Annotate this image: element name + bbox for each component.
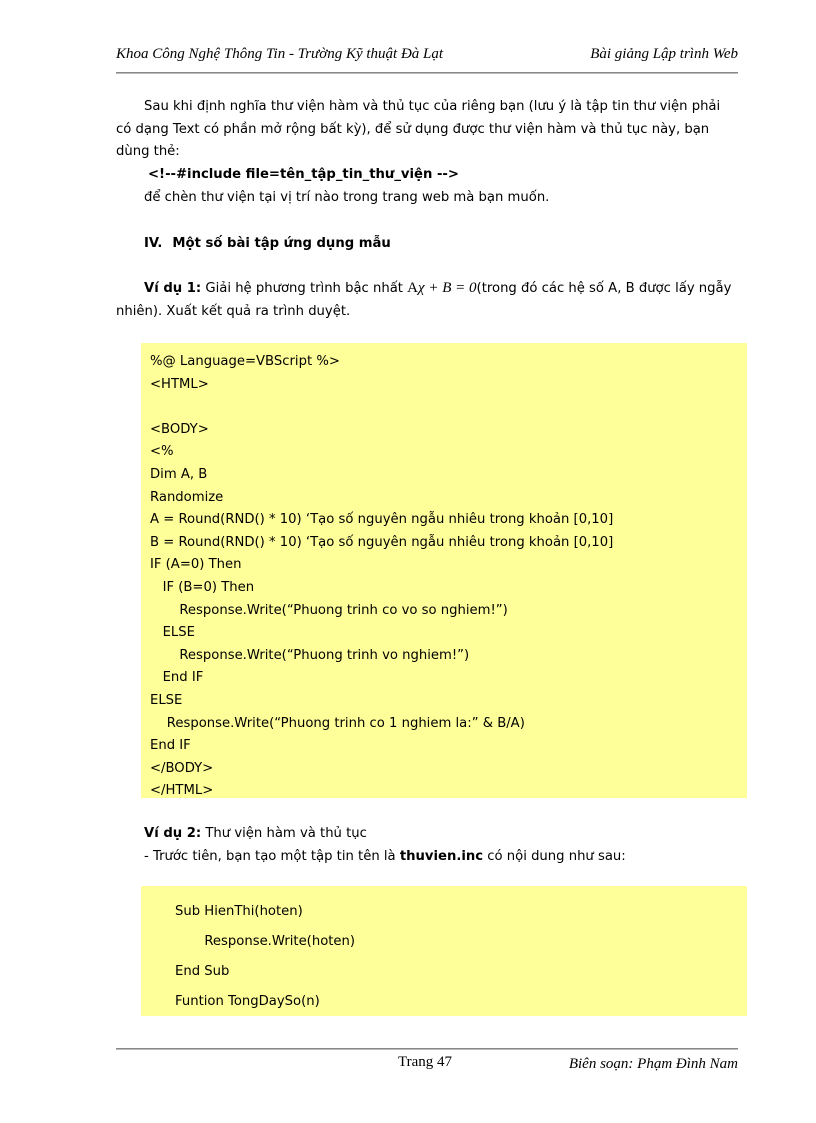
- page-number: Trang 47: [398, 1054, 453, 1070]
- footer-author: Biên soạn: Phạm Đình Nam: [568, 1056, 738, 1072]
- code-line: Sub HienThi(hoten): [175, 904, 303, 919]
- equation: Aχ + B = 0: [407, 280, 477, 296]
- code-line: End IF: [150, 670, 204, 686]
- include-directive: <!--#include file=tên_tập_tin_thư_viện -->: [148, 167, 459, 182]
- code-line: ELSE: [150, 625, 195, 641]
- example2-label: Ví dụ 2:: [144, 826, 202, 841]
- footer-rule: [116, 1048, 738, 1050]
- section-number: IV.: [144, 236, 163, 251]
- code-line: IF (A=0) Then: [150, 557, 242, 573]
- example2-text: Thư viện hàm và thủ tục: [201, 826, 367, 841]
- code-line: Response.Write(“Phuong trinh co vo so nghiem!”): [150, 602, 508, 618]
- code-block-2: [141, 886, 747, 1016]
- code-block-1: [141, 343, 747, 798]
- example2-heading: [144, 823, 367, 846]
- code-line: </HTML>: [150, 783, 214, 799]
- code-line: Response.Write(“Phuong trinh vo nghiem!”): [150, 647, 470, 663]
- code-line: End Sub: [175, 964, 230, 979]
- code-line: Randomize: [150, 489, 224, 505]
- intro-paragraph: Sau khi định nghĩa thư viện hàm và thủ tục của riêng bạn (lưu ý là tập tin thư viện phải có dạng Text có phần mở rộng bất kỳ), để sử dụng được thư viện hàm và thủ tục này, bạn dùng thẻ:: [116, 99, 721, 159]
- code-line: </BODY>: [150, 760, 214, 776]
- example1-label: Ví dụ 1:: [144, 281, 202, 296]
- section-title: Một số bài tập ứng dụng mẫu: [172, 236, 391, 251]
- example1-text: Giải hệ phương trình bậc nhất: [201, 281, 408, 296]
- filename: thuvien.inc: [399, 849, 484, 864]
- header-course: Bài giảng Lập trình Web: [590, 46, 738, 62]
- code-line: IF (B=0) Then: [150, 580, 255, 595]
- example2-intro: - Trước tiên, bạn tạo một tập tin tên là thuvien.inc có nội dung như sau:: [144, 849, 626, 864]
- code-line: Dim A, B: [150, 467, 208, 482]
- code-line: Response.Write(hoten): [175, 934, 356, 949]
- include-explanation: để chèn thư viện tại vị trí nào trong trang web mà bạn muốn.: [144, 190, 550, 205]
- code-line: <BODY>: [150, 421, 209, 437]
- example1-text-after: (trong đó các hệ số A, B được lấy ngẫy nhiên). Xuất kết quả ra trình duyệt.: [116, 281, 732, 319]
- header-rule: [116, 72, 738, 74]
- code-line: Funtion TongDaySo(n): [175, 994, 320, 1009]
- code-line: ELSE: [150, 693, 183, 708]
- page-header: [116, 46, 738, 68]
- code-line: Response.Write(“Phuong trinh co 1 nghiem la:” & B/A): [150, 715, 525, 731]
- code-line: %@ Language=VBScript %>: [150, 354, 340, 369]
- code-line: <%: [150, 444, 174, 460]
- example1-paragraph: [116, 277, 736, 323]
- code-line: B = Round(RND() * 10) ‘Tạo số nguyên ngẫu nhiêu trong khoản [0,10]: [150, 534, 614, 550]
- header-institution: Khoa Công Nghệ Thông Tin - Trường Kỹ thuật Đà Lạt: [116, 46, 444, 62]
- section-heading: [144, 233, 391, 256]
- code-line: End IF: [150, 738, 191, 754]
- code-line: <HTML>: [150, 376, 209, 392]
- code-line: A = Round(RND() * 10) ‘Tạo số nguyên ngẫu nhiêu trong khoản [0,10]: [150, 512, 614, 528]
